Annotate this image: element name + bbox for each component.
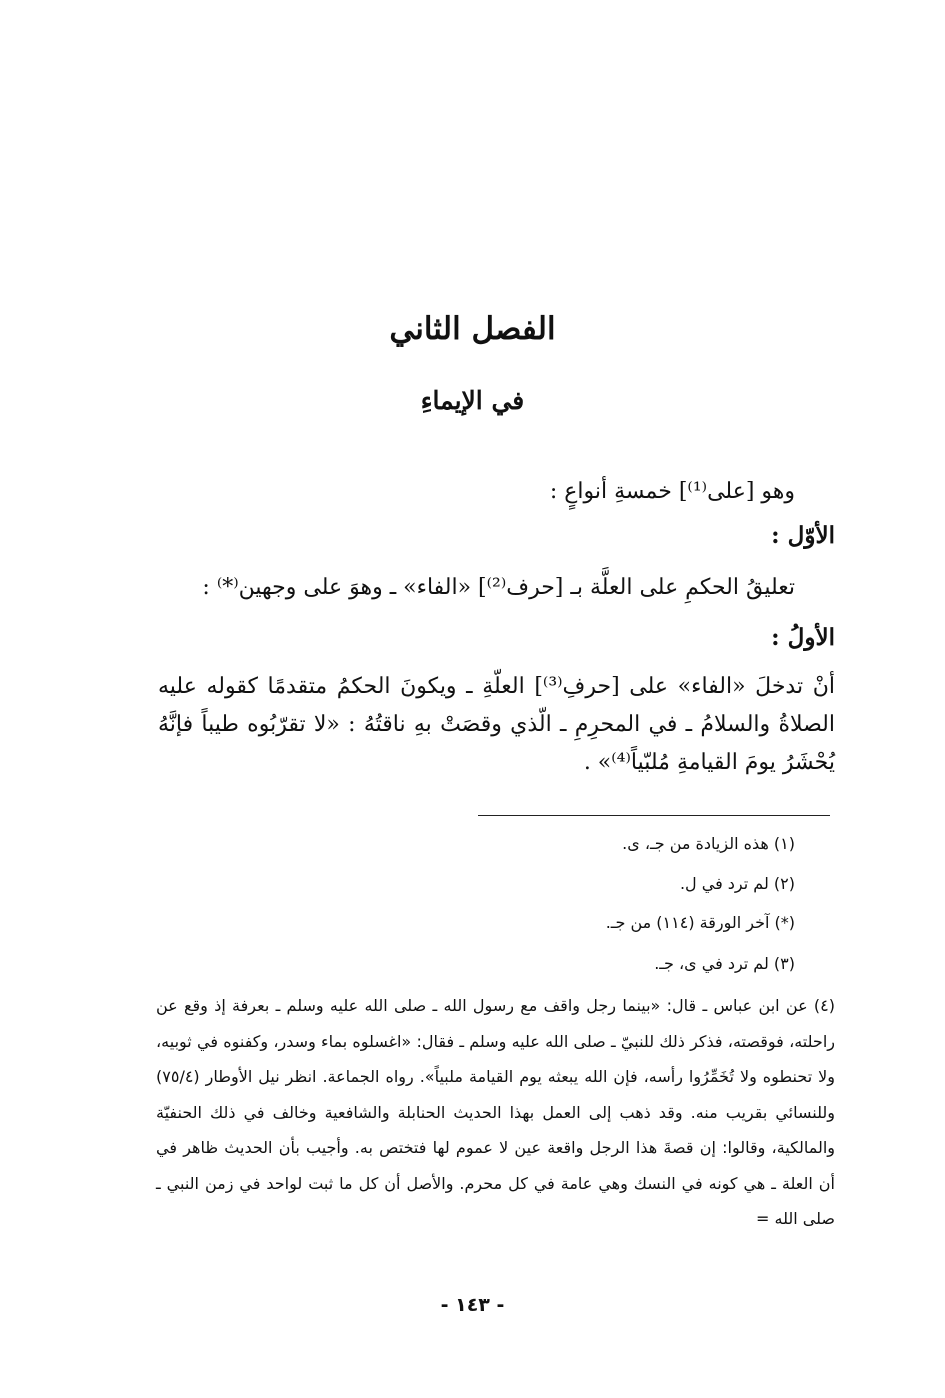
- first-type-definition: تعليقُ الحكمِ على العلَّة بـ [حرف⁽²⁾] «الفاء» ـ وهوَ على وجهين⁽*⁾ :: [202, 575, 795, 600]
- footnote-1: (١) هذه الزيادة من جـ، ى.: [622, 834, 795, 853]
- footnote-star: (*) آخر الورقة (١١٤) من جـ.: [605, 913, 795, 932]
- section-title: في الإيماءِ: [420, 386, 525, 415]
- footnote-separator: [478, 815, 830, 816]
- chapter-title: الفصل الثاني: [389, 311, 556, 347]
- intro-line: وهو [على⁽¹⁾] خمسةِ أنواعٍ :: [549, 479, 795, 504]
- main-paragraph: أنْ تدخلَ «الفاء» على [حرفِ⁽³⁾] العلّةِ ـ ويكونَ الحكمُ متقدمًا كقوله عليه الصلاةُ والسلامُ ـ في المحرِمِ ـ الّذي وقصَتْ بهِ ناقتُهُ : «لا تقرّبُوه طيباً فإنَّهُ يُحْشَرُ يومَ القيامةِ مُلبّياً⁽⁴⁾» .: [158, 674, 835, 775]
- footnote-3: (٣) لم ترد في ى، جـ.: [654, 954, 795, 973]
- first-type-heading: الأوّل :: [771, 522, 835, 549]
- footnote-4: (٤) عن ابن عباس ـ قال: «بينما رجل واقف مع رسول الله ـ صلى الله عليه وسلم ـ بعرفة إذ وقع عن راحلته، فوقصته، فذكر ذلك للنبيّ ـ صلى الله عليه وسلم ـ فقال: «اغسلوه بماء وسدر، وكفنوه في ثوبيه، ولا تحنطوه ولا تُخَمِّرُوا رأسه، فإن الله يبعثه يوم القيامة ملبياً». رواه الجماعة. انظر نيل الأوطار (٧٥/٤) وللنسائي بقريب منه. وقد ذهب إلى العمل بهذا الحديث الحنابلة والشافعية وخالف في ذلك الحنفيّة والمالكية، وقالوا: إن قصةَ هذا الرجل واقعة عين لا عموم لها فتختص به. وأجيب بأن الحديث ظاهر في أن العلة ـ هي كونه في النسك وهي عامة في كل محرم. والأصل أن كل ما ثبت لواحد في زمن النبي ـ صلى الله =: [156, 996, 835, 1228]
- first-aspect-heading: الأولُ :: [771, 624, 835, 651]
- footnote-2: (٢) لم ترد في ل.: [679, 874, 795, 893]
- page-number: - ١٤٣ -: [440, 1294, 505, 1316]
